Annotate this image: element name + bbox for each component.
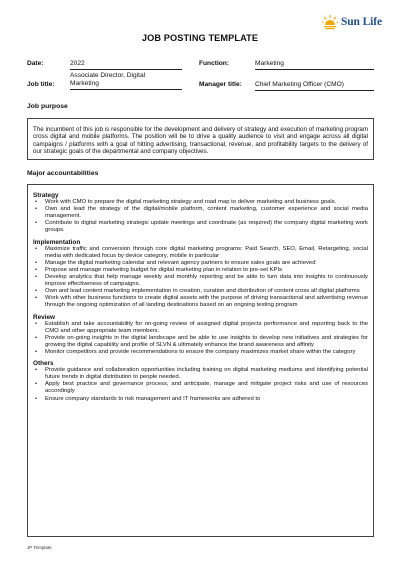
list-item: • Monitor competitors and provide recommendations to ensure the company maximizes market share within the category bbox=[33, 349, 368, 356]
list-item: • Own and lead the strategy of the digital/mobile platform, content marketing, customer experience and social media management. bbox=[33, 206, 368, 220]
strategy-heading: Strategy bbox=[33, 192, 59, 199]
accountabilities-heading: Major accountabilities bbox=[27, 170, 99, 177]
list-item: • Own and lead content marketing implementation in creation, curation and distribution of content cross all digital platforms bbox=[33, 288, 368, 295]
list-item: • Work with CMO to prepare the digital marketing strategy and road map to deliver marketing and business goals. bbox=[33, 199, 368, 206]
list-item: • Manage the digital marketing calendar and relevant agency partners to ensure sales goals are achieved bbox=[33, 260, 368, 267]
review-group bbox=[33, 314, 368, 357]
others-heading: Others bbox=[33, 360, 54, 368]
function-value: Marketing bbox=[255, 60, 374, 70]
list-item: • Ensure company standards to risk management and IT frameworks are adhered to bbox=[33, 396, 368, 403]
accountabilities-box bbox=[27, 184, 374, 537]
implementation-heading: Implementation bbox=[33, 238, 81, 246]
job-title-line-2: Marketing bbox=[70, 80, 99, 87]
strategy-group bbox=[33, 192, 368, 235]
document-title: JOB POSTING TEMPLATE bbox=[141, 33, 259, 43]
list-item: • Maximize traffic and conversion through core digital marketing programs: Paid Search, SEO, Email, Retargeting, social media with dedicated focus by device category, mobile in particular bbox=[33, 246, 368, 260]
job-title-value bbox=[70, 72, 182, 90]
review-heading: Review bbox=[33, 313, 56, 321]
brand-name: Sun Life bbox=[340, 16, 382, 28]
list-item: • Develop analytics that help manage weekly and monthly reporting and be able to turn data into insights to continuously improve effectiveness of campaigns. bbox=[33, 274, 368, 288]
others-group bbox=[33, 360, 368, 403]
job-title-label: Job title: bbox=[27, 81, 55, 88]
sun-life-logo bbox=[322, 14, 382, 30]
list-item: • Contribute to digital marketing strategic update meetings and coordinate (as required) the company digital marketing work groups. bbox=[33, 220, 368, 234]
job-purpose-box bbox=[27, 118, 374, 160]
list-item: • Propose and manage marketing budget for digital marketing plan in relation to pre-set KPIs bbox=[33, 267, 368, 274]
date-label: Date: bbox=[27, 60, 44, 67]
list-item: • Work with other business functions to create digital assets with the purpose of driving transactional and advertising revenue through the ongoing optimization of all landing destinations based on an ongoing testing program bbox=[33, 295, 368, 309]
footer-label: JP Template bbox=[27, 545, 52, 550]
manager-title-label: Manager title: bbox=[199, 81, 242, 88]
function-label: Function: bbox=[199, 60, 230, 67]
job-title-line-1: Associate Director, Digital bbox=[70, 72, 146, 79]
implementation-group bbox=[33, 239, 368, 310]
job-purpose-heading: Job purpose bbox=[27, 103, 68, 110]
date-value: 2022 bbox=[70, 60, 182, 70]
sun-icon bbox=[322, 14, 338, 30]
list-item: • Establish and take accountability for on-going review of assigned digital projects performance and reporting back to the CMO and other appropriate team members. bbox=[33, 321, 368, 335]
manager-title-value: Chief Marketing Officer (CMO) bbox=[255, 81, 374, 91]
list-item: • Apply best practice and governance process, and anticipate, manage and mitigate project risks and use of resources accordingly bbox=[33, 381, 368, 395]
list-item: • Provide on-going insights in the digital landscape and be able to use insights to develop new initiatives and strategies for growing the digital capability and profile of SLVN & ultimately enhance the brand awareness and affinity bbox=[33, 335, 368, 349]
job-purpose-text: The incumbent of this job is responsible for the development and delivery of strategy and execution of marketing program cross digital and mobile platforms. The position will be to drive a quality audience to visit and engage across all digital campaigns / platforms with a goal of hitting advertising, transactional, revenue, and profitability targets to the delivery of our strategic goals of the departmental and company objectives. bbox=[33, 126, 368, 155]
list-item: • Provide guidance and collaboration opportunities including training on digital marketing mediums and identifying potential future trends in digital distribution to people needed. bbox=[33, 367, 368, 381]
